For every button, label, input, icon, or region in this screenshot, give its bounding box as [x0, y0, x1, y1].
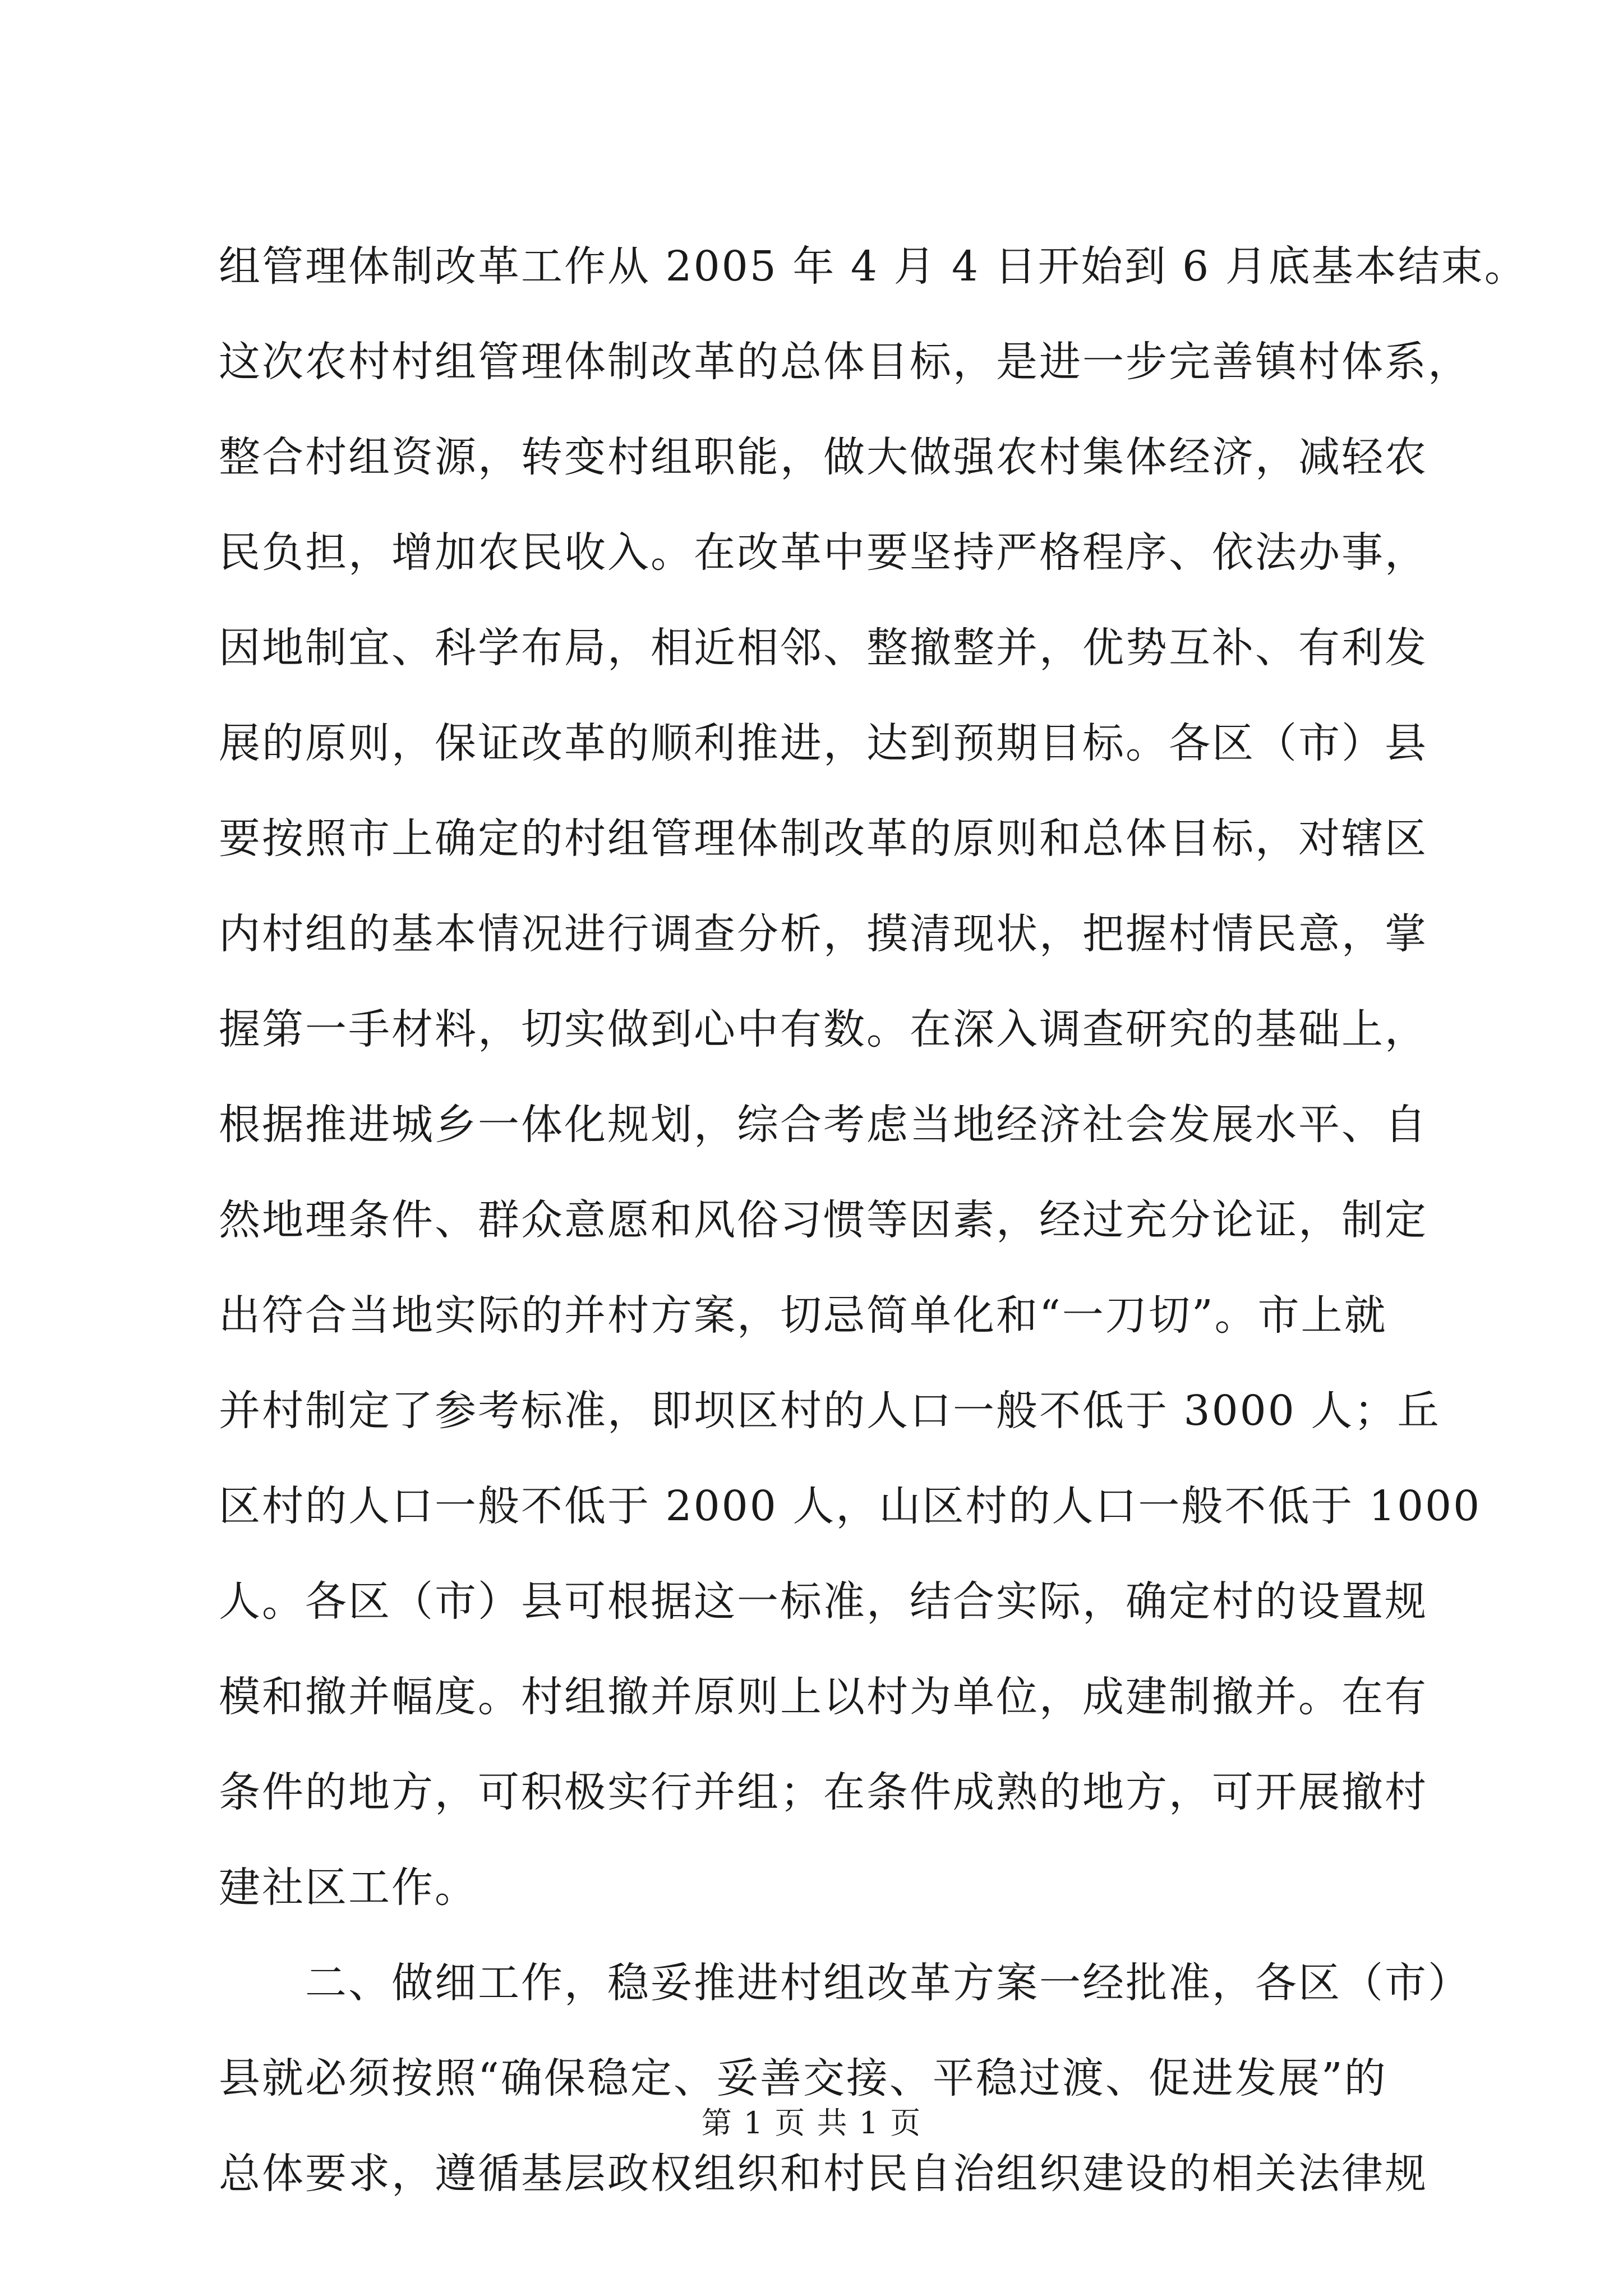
body-text	[219, 219, 1528, 2221]
text-line: 组管理体制改革工作从 2005 年 4 月 4 日开始到 6 月底基本结束。	[219, 242, 1528, 291]
text-line: 这次农村村组管理体制改革的总体目标，是进一步完善镇村体系，	[219, 338, 1471, 386]
text-line: 建社区工作。	[219, 1864, 478, 1912]
text-line: 内村组的基本情况进行调查分析，摸清现状，把握村情民意，掌	[219, 910, 1428, 958]
text-line: 民负担，增加农民收入。在改革中要坚持严格程序、依法办事，	[219, 528, 1428, 577]
text-line: 展的原则，保证改革的顺利推进，达到预期目标。各区（市）县	[219, 719, 1428, 767]
text-line: 因地制宜、科学布局，相近相邻、整撤整并，优势互补、有利发	[219, 624, 1428, 672]
text-line: 县就必须按照“确保稳定、妥善交接、平稳过渡、促进发展”的	[219, 2054, 1387, 2102]
text-line: 总体要求，遵循基层政权组织和村民自治组织建设的相关法律规	[219, 2150, 1428, 2198]
text-line: 二、做细工作，稳妥推进村组改革方案一经批准，各区（市）	[219, 1959, 1471, 2007]
text-line: 并村制定了参考标准，即坝区村的人口一般不低于 3000 人；丘	[219, 1387, 1441, 1435]
page-footer: 第 1 页 共 1 页	[701, 2105, 922, 2141]
text-line: 人。各区（市）县可根据这一标准，结合实际，确定村的设置规	[219, 1577, 1428, 1626]
text-line: 条件的地方，可积极实行并组；在条件成熟的地方，可开展撤村	[219, 1768, 1428, 1816]
text-line: 然地理条件、群众意愿和风俗习惯等因素，经过充分论证，制定	[219, 1196, 1428, 1244]
text-line: 根据推进城乡一体化规划，综合考虑当地经济社会发展水平、自	[219, 1101, 1428, 1149]
text-line: 出符合当地实际的并村方案，切忌简单化和“一刀切”。市上就	[219, 1291, 1387, 1340]
text-line: 模和撤并幅度。村组撤并原则上以村为单位，成建制撤并。在有	[219, 1673, 1428, 1721]
text-line: 握第一手材料，切实做到心中有数。在深入调查研究的基础上，	[219, 1005, 1428, 1053]
text-line: 区村的人口一般不低于 2000 人，山区村的人口一般不低于 1000	[219, 1482, 1482, 1530]
text-line: 整合村组资源，转变村组职能，做大做强农村集体经济，减轻农	[219, 433, 1428, 481]
text-line: 要按照市上确定的村组管理体制改革的原则和总体目标，对辖区	[219, 815, 1428, 863]
